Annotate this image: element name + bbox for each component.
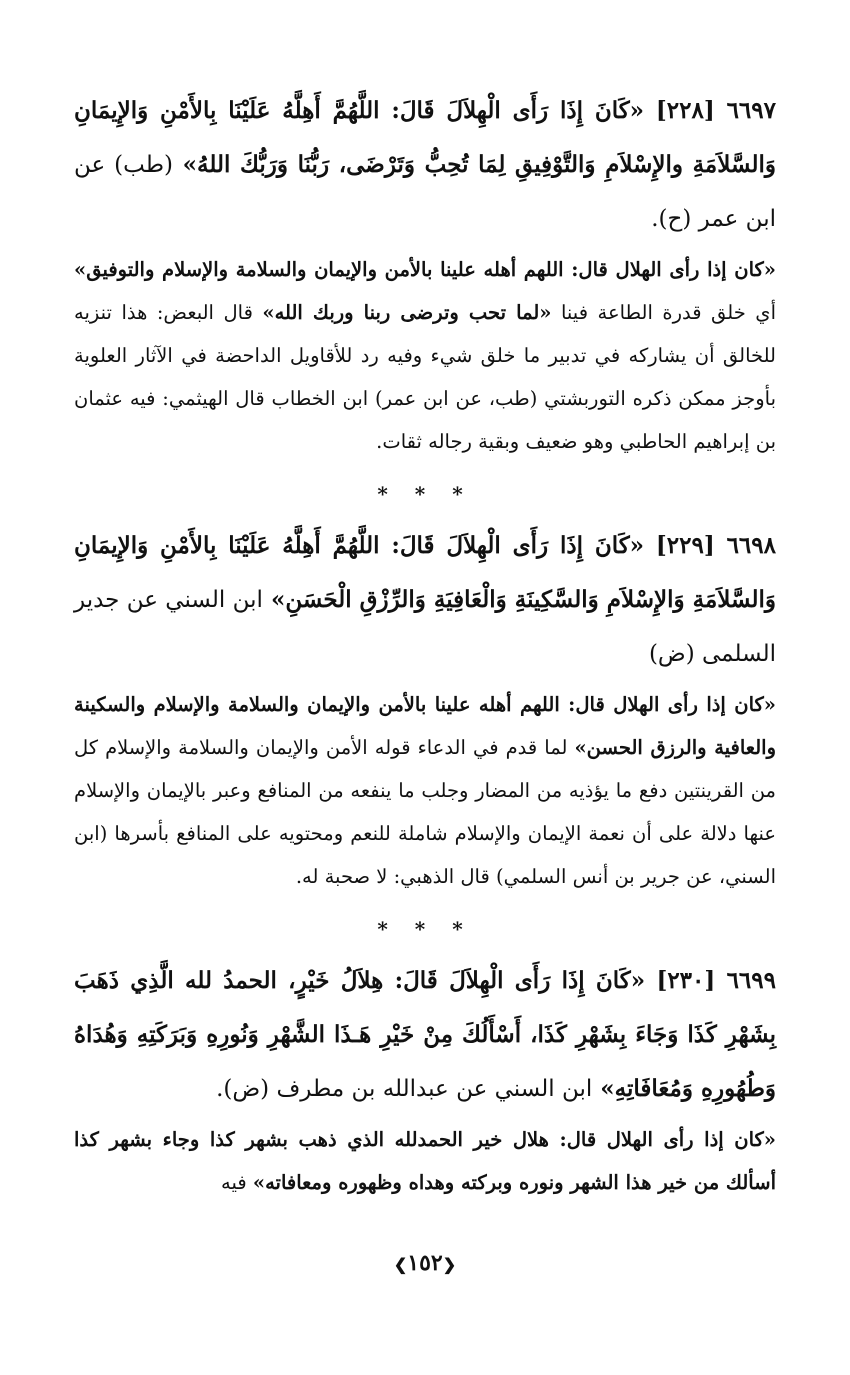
- hadith-entry: [74, 954, 776, 1204]
- section-separator: * * *: [377, 482, 473, 506]
- hadith-text-block: [74, 519, 776, 681]
- hadith-sub-number: [٢٢٨]: [655, 97, 715, 124]
- hadith-entry: [74, 84, 776, 463]
- section-separator: * * *: [377, 917, 473, 941]
- commentary-text: أي خلق قدرة الطاعة فينا: [551, 301, 776, 324]
- page-number-text: ١٥٢: [407, 1250, 443, 1276]
- commentary-text-rest: قال البعض: هذا تنزيه للخالق أن يشاركه في تدبير ما خلق شيء وفيه رد للأقاويل الداحضة في الآثار العلوية بأوجز ممكن ذكره التوربشتي (طب، عن ابن عمر) ابن الخطاب قال الهيثمي: فيه عثمان بن إبراهيم الحاطبي وهو ضعيف وبقية رجاله ثقات.: [74, 301, 776, 453]
- commentary-quote: «كان إذا رأى الهلال قال: اللهم أهله علينا بالأمن والإيمان والسلامة والإسلام والتوفيق»: [74, 258, 776, 281]
- hadith-text-block: [74, 954, 776, 1116]
- commentary-quote-2: «لما تحب وترضى ربنا وربك الله»: [262, 301, 552, 324]
- hadith-sub-number: [٢٢٩]: [655, 532, 715, 559]
- hadith-source: ابن السني عن جدير السلمى (ض): [74, 587, 776, 667]
- hadith-source: (طب) عن ابن عمر (ح).: [74, 152, 776, 232]
- commentary: [74, 683, 776, 898]
- commentary: [74, 1118, 776, 1204]
- commentary-quote: «كان إذا رأى الهلال قال: هلال خير الحمدلله الذي ذهب بشهر كذا وجاء بشهر كذا أسألك من خير هذا الشهر ونوره وبركته وهداه وظهوره ومعافاته»: [74, 1128, 776, 1194]
- page-number: [0, 1250, 850, 1276]
- hadith-text: «كَانَ إِذَا رَأَى الْهِلاَلَ قَالَ: اللَّهُمَّ أَهِلَّهُ عَلَيْنَا بِالأَمْنِ وَالإِيمَانِ وَالسَّلاَمَةِ وَالإِسْلاَمِ وَالسَّكِينَةِ وَالْعَافِيَةِ وَالرِّزْقِ الْحَسَنِ»: [74, 532, 777, 613]
- hadith-sub-number: [٢٣٠]: [656, 967, 716, 994]
- commentary-quote: «كان إذا رأى الهلال قال: اللهم أهله علينا بالأمن والإيمان والسلامة والإسلام والسكينة والعافية والرزق الحسن»: [74, 693, 776, 759]
- hadith-number: ٦٦٩٩: [726, 967, 776, 994]
- commentary-text: فيه: [221, 1171, 253, 1194]
- ornament-right-icon: ❯: [393, 1255, 408, 1274]
- hadith-entry: [74, 519, 776, 898]
- hadith-source: ابن السني عن عبدالله بن مطرف (ض).: [216, 1076, 593, 1102]
- ornament-left-icon: ❮: [442, 1255, 457, 1274]
- hadith-number: ٦٦٩٨: [726, 532, 776, 559]
- hadith-number: ٦٦٩٧: [726, 97, 776, 124]
- hadith-text-block: [74, 84, 776, 246]
- commentary-text: لما قدم في الدعاء قوله الأمن والإيمان والسلامة والإسلام كل من القرينتين دفع ما يؤذيه من المضار وجلب ما ينفعه من المنافع وعبر بالإيمان والإسلام عنها دلالة على أن نعمة الإيمان والإسلام شاملة للنعم ومحتويه على المنافع بأسرها (ابن السني، عن جرير بن أنس السلمي) قال الذهبي: لا صحبة له.: [74, 736, 776, 888]
- hadith-text: «كَانَ إِذَا رَأَى الْهِلاَلَ قَالَ: اللَّهُمَّ أَهِلَّهُ عَلَيْنَا بِالأَمْنِ وَالإِيمَانِ وَالسَّلاَمَةِ والإِسْلاَمِ وَالتَّوْفِيقِ لِمَا تُحِبُّ وَتَرْضَى، رَبُّنَا وَرَبُّكَ اللهُ»: [74, 97, 776, 178]
- hadith-text: «كَانَ إِذَا رَأَى الْهِلاَلَ قَالَ: هِلاَلُ خَيْرٍ، الحمدُ لله الَّذِي ذَهَبَ بِشَهْرِ كَذَا وَجَاءَ بِشَهْرِ كَذَا، أَسْأَلُكَ مِنْ خَيْرِ هَـذَا الشَّهْرِ وَنُورِهِ وَبَرَكَتِهِ وَهُدَاهُ وَطُهُورِهِ وَمُعَافَاتِهِ»: [74, 967, 776, 1102]
- commentary: [74, 248, 776, 463]
